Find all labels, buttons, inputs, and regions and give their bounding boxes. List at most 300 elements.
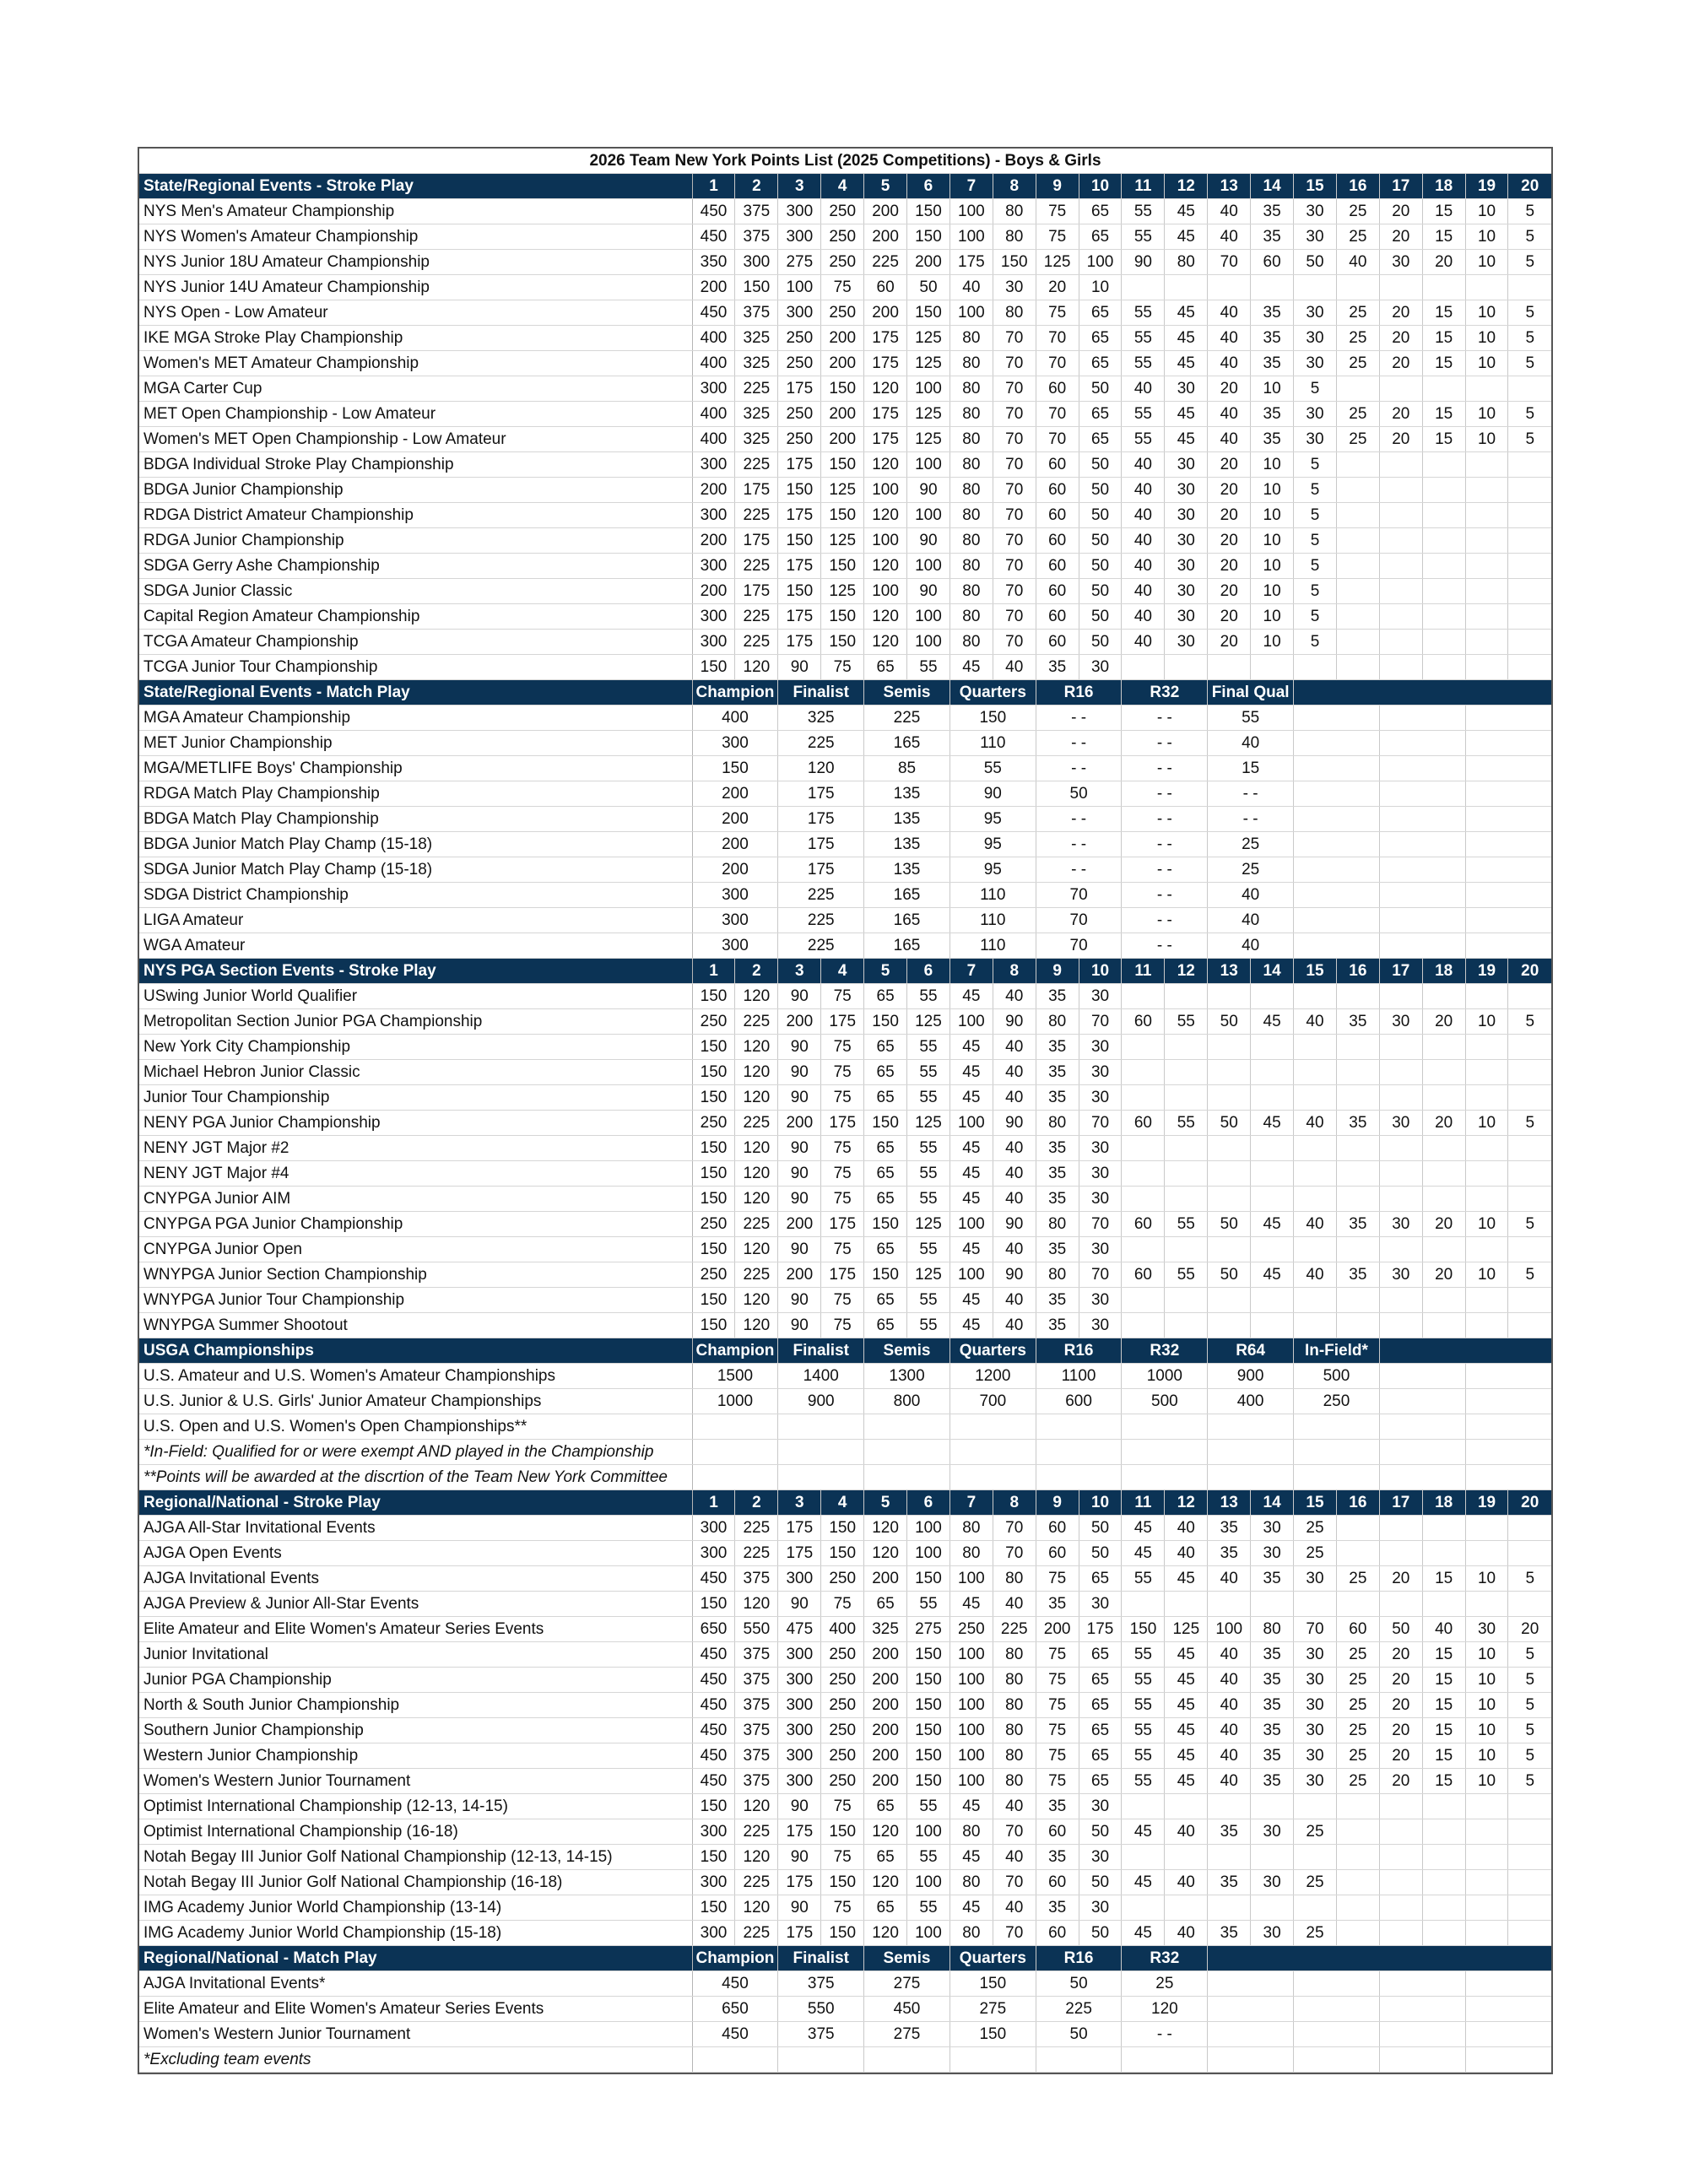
points-cell: 50	[1079, 554, 1122, 579]
points-cell: 120	[1122, 1997, 1208, 2022]
points-cell	[1508, 1161, 1551, 1187]
points-cell: 150	[864, 1111, 907, 1136]
points-cell: 150	[907, 1668, 950, 1693]
points-cell: 100	[778, 275, 821, 300]
points-cell: 275	[907, 1617, 950, 1642]
points-cell	[1294, 1313, 1337, 1338]
points-cell: 70	[1036, 351, 1079, 376]
event-name: RDGA Junior Championship	[139, 528, 692, 554]
column-header: 16	[1336, 1490, 1379, 1516]
points-cell: 20	[1379, 326, 1422, 351]
table-row	[139, 756, 1551, 781]
points-cell: 225	[735, 630, 778, 655]
event-name: SDGA District Championship	[139, 883, 692, 908]
event-name: Elite Amateur and Elite Women's Amateur Series Events	[139, 1617, 692, 1642]
points-cell: 150	[692, 1237, 735, 1262]
points-cell: 175	[821, 1009, 864, 1035]
points-cell	[1336, 1313, 1379, 1338]
points-cell: 70	[1079, 1262, 1122, 1288]
points-cell: 5	[1294, 503, 1337, 528]
points-cell: 175	[778, 376, 821, 402]
points-cell: 25	[1336, 1769, 1379, 1794]
event-name: Women's Western Junior Tournament	[139, 2022, 692, 2047]
points-cell: 150	[821, 604, 864, 630]
points-cell	[778, 1414, 864, 1440]
table-row	[139, 1743, 1551, 1769]
points-cell: 300	[692, 1921, 735, 1946]
event-name: AJGA Invitational Events	[139, 1566, 692, 1592]
event-name: NENY JGT Major #2	[139, 1136, 692, 1161]
empty-cell	[692, 1465, 778, 1490]
points-cell: 20	[1208, 452, 1251, 478]
column-header: 16	[1336, 174, 1379, 199]
points-cell: 100	[950, 1743, 993, 1769]
points-cell	[1336, 655, 1379, 680]
points-cell	[1465, 554, 1508, 579]
points-cell: 80	[950, 478, 993, 503]
points-cell: 5	[1508, 199, 1551, 224]
points-cell: 175	[778, 1870, 821, 1895]
points-cell	[1122, 1035, 1165, 1060]
points-cell	[1422, 1794, 1465, 1819]
points-cell: 450	[692, 1769, 735, 1794]
footnote: **Points will be awarded at the discrtion of the Team New York Committee	[139, 1465, 692, 1490]
points-cell: 70	[993, 402, 1036, 427]
points-cell: 80	[950, 427, 993, 452]
points-cell: 300	[692, 1541, 735, 1566]
points-cell: 35	[1251, 1566, 1294, 1592]
points-cell: 80	[993, 1566, 1036, 1592]
points-cell: 225	[735, 1819, 778, 1845]
points-cell: - -	[1122, 705, 1208, 731]
points-cell: - -	[1122, 756, 1208, 781]
points-cell: 30	[1294, 224, 1337, 250]
points-cell: - -	[1122, 2022, 1208, 2047]
column-header: 12	[1165, 959, 1208, 984]
points-cell: 200	[778, 1111, 821, 1136]
points-cell: 50	[1079, 630, 1122, 655]
points-cell: 25	[1294, 1541, 1337, 1566]
event-name: CNYPGA Junior AIM	[139, 1187, 692, 1212]
points-cell: 350	[692, 250, 735, 275]
points-cell	[1508, 528, 1551, 554]
points-cell	[1465, 1364, 1551, 1389]
points-cell: 80	[950, 326, 993, 351]
points-cell: 30	[1165, 503, 1208, 528]
points-cell: 20	[1379, 351, 1422, 376]
points-cell: 30	[1079, 1288, 1122, 1313]
section-header-row	[139, 1946, 1551, 1971]
points-cell: 20	[1208, 554, 1251, 579]
points-cell: 60	[1036, 376, 1079, 402]
points-cell: 55	[1122, 1743, 1165, 1769]
points-cell: 80	[1165, 250, 1208, 275]
points-cell: 200	[821, 326, 864, 351]
points-cell: 5	[1294, 528, 1337, 554]
points-cell	[1422, 655, 1465, 680]
points-cell: 300	[778, 1566, 821, 1592]
points-cell: 80	[950, 579, 993, 604]
points-cell	[1465, 1136, 1508, 1161]
points-cell: 30	[1379, 1009, 1422, 1035]
points-cell: 10	[1465, 1668, 1508, 1693]
column-header: 17	[1379, 174, 1422, 199]
column-header: 2	[735, 959, 778, 984]
points-cell	[1165, 1592, 1208, 1617]
points-cell: 150	[692, 1288, 735, 1313]
points-cell	[1336, 1161, 1379, 1187]
points-cell	[1465, 1895, 1508, 1921]
points-cell	[1465, 1971, 1551, 1997]
points-cell	[1465, 1870, 1508, 1895]
points-cell	[1465, 984, 1508, 1009]
points-cell: 225	[735, 1921, 778, 1946]
points-cell	[1379, 832, 1465, 857]
points-cell: 35	[1036, 1085, 1079, 1111]
points-cell: 300	[778, 1642, 821, 1668]
points-cell: 120	[864, 1819, 907, 1845]
event-name: IKE MGA Stroke Play Championship	[139, 326, 692, 351]
event-name: BDGA Junior Championship	[139, 478, 692, 503]
points-cell: - -	[1036, 731, 1122, 756]
points-cell: 225	[778, 883, 864, 908]
event-name: Capital Region Amateur Championship	[139, 604, 692, 630]
table-row	[139, 1414, 1551, 1440]
points-cell: 55	[907, 984, 950, 1009]
column-header: R32	[1122, 680, 1208, 705]
table-row	[139, 1718, 1551, 1743]
points-cell: 40	[1208, 731, 1294, 756]
points-cell	[1294, 1288, 1337, 1313]
points-cell	[1336, 630, 1379, 655]
points-cell	[1294, 1161, 1337, 1187]
points-cell: 20	[1208, 376, 1251, 402]
points-cell: 10	[1465, 199, 1508, 224]
points-cell: 80	[993, 300, 1036, 326]
points-cell	[950, 2047, 1036, 2073]
points-cell: 30	[1294, 427, 1337, 452]
points-cell	[1422, 1921, 1465, 1946]
column-header: 13	[1208, 1490, 1251, 1516]
points-cell: 175	[778, 554, 821, 579]
points-cell: 45	[950, 1794, 993, 1819]
points-cell: - -	[1122, 857, 1208, 883]
points-cell: 15	[1422, 1642, 1465, 1668]
column-header: 20	[1508, 1490, 1551, 1516]
points-cell: 40	[1208, 351, 1251, 376]
points-cell	[1379, 2022, 1465, 2047]
points-cell	[1379, 781, 1465, 807]
points-cell: 45	[950, 1288, 993, 1313]
points-cell: 15	[1422, 1743, 1465, 1769]
column-header: 17	[1379, 959, 1422, 984]
points-cell: 80	[950, 376, 993, 402]
points-cell	[1294, 1997, 1380, 2022]
points-cell: 40	[1422, 1617, 1465, 1642]
points-cell: 450	[692, 2022, 778, 2047]
points-cell: 40	[1294, 1212, 1337, 1237]
points-cell: 75	[1036, 199, 1079, 224]
points-cell: 5	[1508, 1111, 1551, 1136]
points-cell: 65	[864, 1313, 907, 1338]
points-cell	[1379, 1060, 1422, 1085]
points-cell: 40	[993, 1288, 1036, 1313]
points-cell	[864, 1414, 950, 1440]
points-cell	[1336, 503, 1379, 528]
points-cell: 90	[1122, 250, 1165, 275]
points-cell: 5	[1508, 1693, 1551, 1718]
points-cell	[1379, 1895, 1422, 1921]
table-row	[139, 604, 1551, 630]
points-cell: 150	[907, 300, 950, 326]
points-cell: 45	[950, 1592, 993, 1617]
points-cell: 200	[864, 1693, 907, 1718]
points-cell	[1122, 1060, 1165, 1085]
points-cell: 120	[735, 1895, 778, 1921]
points-cell	[1336, 1819, 1379, 1845]
points-cell: 100	[907, 1870, 950, 1895]
points-cell: 450	[692, 300, 735, 326]
points-cell: 120	[778, 756, 864, 781]
points-cell: 100	[950, 1769, 993, 1794]
points-cell: 175	[821, 1262, 864, 1288]
points-cell: 80	[1036, 1212, 1079, 1237]
points-cell: 225	[864, 250, 907, 275]
points-cell	[1336, 376, 1379, 402]
event-name: AJGA All-Star Invitational Events	[139, 1516, 692, 1541]
points-cell	[1379, 1997, 1465, 2022]
points-cell	[1379, 1794, 1422, 1819]
points-cell: 25	[1336, 402, 1379, 427]
points-cell: 200	[778, 1262, 821, 1288]
points-cell: 225	[735, 1009, 778, 1035]
points-cell	[1422, 1313, 1465, 1338]
points-cell: 60	[1036, 1541, 1079, 1566]
points-cell: 1200	[950, 1364, 1036, 1389]
points-cell	[1379, 1389, 1465, 1414]
points-cell: 200	[692, 857, 778, 883]
points-cell	[1251, 1237, 1294, 1262]
points-cell: 175	[778, 1819, 821, 1845]
event-name: Notah Begay III Junior Golf National Championship (16-18)	[139, 1870, 692, 1895]
points-cell: 100	[950, 300, 993, 326]
points-cell: 55	[1122, 1566, 1165, 1592]
points-cell: 10	[1465, 1693, 1508, 1718]
table-row	[139, 857, 1551, 883]
points-cell: 225	[735, 1111, 778, 1136]
points-cell	[1251, 1288, 1294, 1313]
event-name: U.S. Amateur and U.S. Women's Amateur Championships	[139, 1364, 692, 1389]
points-cell: 70	[993, 528, 1036, 554]
column-header: Quarters	[950, 1946, 1036, 1971]
table-row	[139, 1060, 1551, 1085]
points-cell: 80	[993, 1642, 1036, 1668]
points-cell: 40	[1294, 1262, 1337, 1288]
points-cell: 30	[1251, 1870, 1294, 1895]
points-cell	[1465, 630, 1508, 655]
points-cell: 65	[864, 1035, 907, 1060]
points-cell	[1336, 1288, 1379, 1313]
points-cell: 300	[735, 250, 778, 275]
points-cell: 200	[692, 781, 778, 807]
points-cell: 30	[1079, 1161, 1122, 1187]
points-cell: 80	[1036, 1111, 1079, 1136]
points-cell: 30	[1294, 326, 1337, 351]
empty-cell	[1379, 1440, 1465, 1465]
points-cell: 150	[864, 1009, 907, 1035]
points-cell	[1336, 478, 1379, 503]
points-cell: 75	[821, 1060, 864, 1085]
points-cell	[1465, 275, 1508, 300]
points-cell: 20	[1379, 199, 1422, 224]
points-cell: 90	[993, 1111, 1036, 1136]
points-cell: 20	[1422, 1262, 1465, 1288]
points-cell	[1465, 1845, 1508, 1870]
points-cell	[1379, 1971, 1465, 1997]
points-cell: 325	[735, 402, 778, 427]
points-cell: 200	[778, 1212, 821, 1237]
event-name: Optimist International Championship (12-13, 14-15)	[139, 1794, 692, 1819]
points-cell: 200	[821, 402, 864, 427]
points-cell: 150	[821, 1819, 864, 1845]
column-header: 3	[778, 174, 821, 199]
points-cell: 70	[1079, 1212, 1122, 1237]
points-cell: 120	[735, 1237, 778, 1262]
table-row	[139, 1288, 1551, 1313]
points-cell: 15	[1422, 300, 1465, 326]
points-cell	[1465, 452, 1508, 478]
points-cell	[1508, 630, 1551, 655]
points-cell: 100	[907, 376, 950, 402]
points-cell: 90	[778, 1237, 821, 1262]
points-cell: 60	[1122, 1212, 1165, 1237]
column-header: 5	[864, 174, 907, 199]
points-cell: 175	[778, 807, 864, 832]
points-cell: 125	[907, 1111, 950, 1136]
points-cell	[1336, 579, 1379, 604]
points-cell: 5	[1508, 224, 1551, 250]
points-cell: 15	[1422, 1718, 1465, 1743]
points-cell: 45	[1165, 1693, 1208, 1718]
table-row	[139, 807, 1551, 832]
points-cell: 80	[950, 630, 993, 655]
points-cell: 650	[692, 1997, 778, 2022]
points-cell: 150	[821, 503, 864, 528]
points-cell: 5	[1508, 326, 1551, 351]
points-cell: 45	[950, 1161, 993, 1187]
points-cell: 175	[778, 832, 864, 857]
points-cell	[1122, 1161, 1165, 1187]
points-cell: - -	[1122, 933, 1208, 959]
points-cell: 10	[1465, 1009, 1508, 1035]
points-cell	[1294, 857, 1380, 883]
table-row	[139, 452, 1551, 478]
points-cell: 70	[993, 1541, 1036, 1566]
points-cell: 150	[907, 199, 950, 224]
points-cell	[1294, 1971, 1380, 1997]
points-cell: 75	[821, 984, 864, 1009]
event-name: RDGA Match Play Championship	[139, 781, 692, 807]
event-name: RDGA District Amateur Championship	[139, 503, 692, 528]
points-cell: 700	[950, 1389, 1036, 1414]
event-name: NYS Junior 18U Amateur Championship	[139, 250, 692, 275]
points-cell	[1379, 883, 1465, 908]
points-cell: 40	[993, 1592, 1036, 1617]
points-cell	[1122, 655, 1165, 680]
column-header: 12	[1165, 1490, 1208, 1516]
points-cell	[1422, 1895, 1465, 1921]
points-cell: 200	[692, 528, 735, 554]
points-cell: 300	[692, 1870, 735, 1895]
points-cell: 30	[1251, 1819, 1294, 1845]
table-row	[139, 1668, 1551, 1693]
points-cell	[1336, 984, 1379, 1009]
points-cell: 10	[1465, 250, 1508, 275]
points-cell: 80	[950, 1541, 993, 1566]
points-cell	[1165, 1085, 1208, 1111]
points-cell: 90	[778, 984, 821, 1009]
points-cell	[1465, 1313, 1508, 1338]
points-cell: 35	[1251, 224, 1294, 250]
table-row	[139, 224, 1551, 250]
points-cell: 40	[1208, 1718, 1251, 1743]
points-cell: 70	[1079, 1111, 1122, 1136]
event-name: WNYPGA Junior Section Championship	[139, 1262, 692, 1288]
event-name: BDGA Junior Match Play Champ (15-18)	[139, 832, 692, 857]
points-cell: 45	[1165, 1668, 1208, 1693]
points-cell: 65	[1079, 199, 1122, 224]
points-cell: 50	[907, 275, 950, 300]
points-cell: 250	[821, 224, 864, 250]
points-cell: 70	[993, 554, 1036, 579]
points-cell: 65	[1079, 300, 1122, 326]
points-cell: 175	[778, 630, 821, 655]
points-cell: 375	[735, 1642, 778, 1668]
points-cell	[1508, 452, 1551, 478]
points-cell: 5	[1508, 1642, 1551, 1668]
points-cell	[1251, 1161, 1294, 1187]
points-cell	[1465, 528, 1508, 554]
table-row	[139, 1516, 1551, 1541]
points-cell: 300	[778, 1743, 821, 1769]
points-cell: 35	[1251, 326, 1294, 351]
points-cell: 80	[993, 224, 1036, 250]
points-cell: 300	[778, 1718, 821, 1743]
event-name: WNYPGA Junior Tour Championship	[139, 1288, 692, 1313]
points-cell: 40	[1208, 326, 1251, 351]
points-cell	[1465, 655, 1508, 680]
points-cell	[1165, 1313, 1208, 1338]
points-cell: 55	[1122, 326, 1165, 351]
points-cell: 35	[1251, 300, 1294, 326]
empty-cell	[950, 1440, 1036, 1465]
points-cell: 250	[692, 1262, 735, 1288]
points-cell: 40	[1208, 908, 1294, 933]
points-cell	[1294, 2047, 1380, 2073]
points-cell: 150	[907, 1743, 950, 1769]
points-cell: 45	[1165, 351, 1208, 376]
column-header: 14	[1251, 1490, 1294, 1516]
points-cell: 55	[907, 655, 950, 680]
column-header: 20	[1508, 959, 1551, 984]
section-title: NYS PGA Section Events - Stroke Play	[139, 959, 692, 984]
points-cell	[1422, 1035, 1465, 1060]
points-cell	[1379, 857, 1465, 883]
table-row	[139, 199, 1551, 224]
points-cell: 100	[950, 1262, 993, 1288]
column-header: Semis	[864, 1338, 950, 1364]
table-row	[139, 1870, 1551, 1895]
